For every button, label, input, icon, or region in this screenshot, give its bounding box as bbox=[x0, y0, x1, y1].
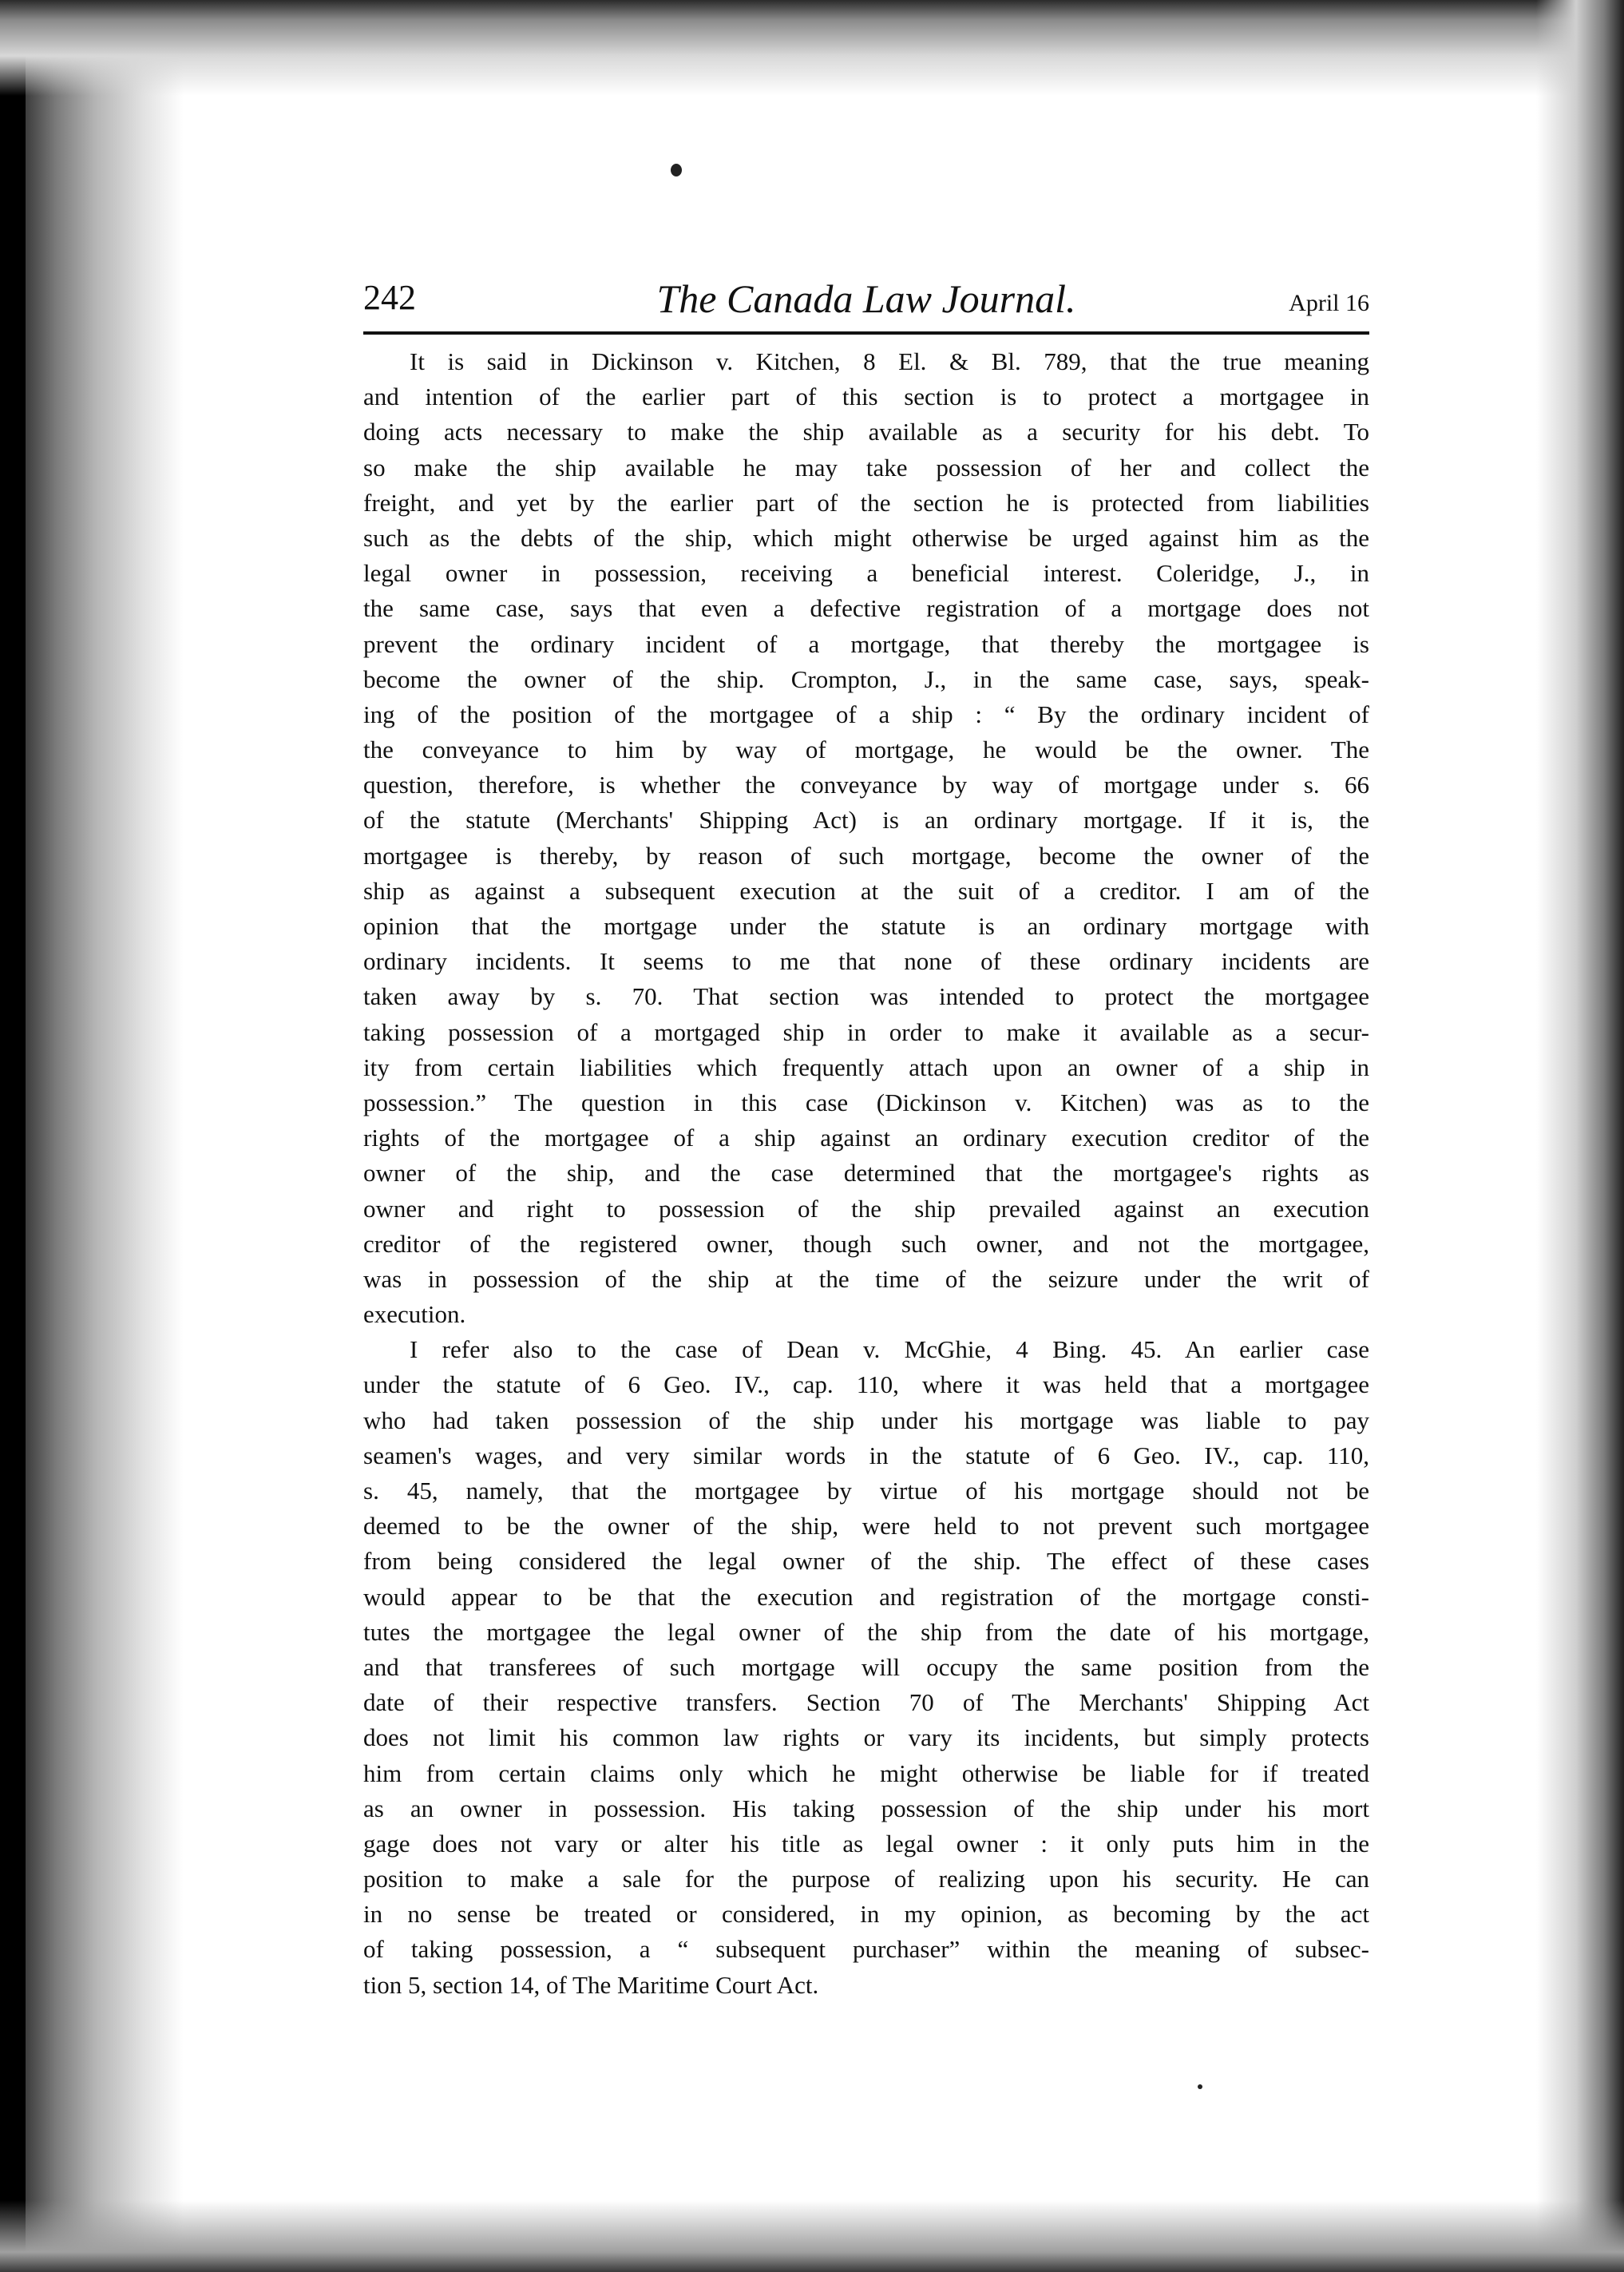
text-line: taking possession of a mortgaged ship in order to make it available as a secur- bbox=[363, 1017, 1369, 1046]
scan-shadow-top bbox=[0, 0, 1624, 96]
text-line: I refer also to the case of Dean v. McGhie, 4 Bing. 45. An earlier case bbox=[410, 1335, 1369, 1364]
scan-edge-left bbox=[0, 0, 26, 2272]
scan-shadow-bottom bbox=[0, 2200, 1624, 2272]
text-line: tutes the mortgagee the legal owner of the ship from the date of his mortgage, bbox=[363, 1617, 1369, 1646]
text-line: the same case, says that even a defective registration of a mortgage does not bbox=[363, 594, 1369, 623]
scan-speck bbox=[1198, 2084, 1202, 2089]
text-line: would appear to be that the execution and registration of the mortgage consti- bbox=[363, 1582, 1369, 1611]
text-line: and that transferees of such mortgage will occupy the same position from the bbox=[363, 1652, 1369, 1681]
text-line: position to make a sale for the purpose of realizing upon his security. He can bbox=[363, 1865, 1369, 1893]
text-line: as an owner in possession. His taking possession of the ship under his mort bbox=[363, 1794, 1369, 1822]
text-line: was in possession of the ship at the time of the seizure under the writ of bbox=[363, 1264, 1369, 1293]
text-line: taken away by s. 70. That section was intended to protect the mortgagee bbox=[363, 982, 1369, 1011]
text-line: freight, and yet by the earlier part of the section he is protected from liabilities bbox=[363, 488, 1369, 517]
text-line: ship as against a subsequent execution at the suit of a creditor. I am of the bbox=[363, 876, 1369, 905]
body-text bbox=[363, 344, 1369, 2003]
journal-title: The Canada Law Journal. bbox=[656, 276, 1076, 321]
text-line: ity from certain liabilities which frequently attach upon an owner of a ship in bbox=[363, 1053, 1369, 1081]
text-line: rights of the mortgagee of a ship against an ordinary execution creditor of the bbox=[363, 1124, 1369, 1152]
text-line: such as the debts of the ship, which might otherwise be urged against him as the bbox=[363, 523, 1369, 552]
text-line: does not limit his common law rights or vary its incidents, but simply protects bbox=[363, 1723, 1369, 1752]
text-line: deemed to be the owner of the ship, were held to not prevent such mortgagee bbox=[363, 1512, 1369, 1540]
text-line: seamen's wages, and very similar words in the statute of 6 Geo. IV., cap. 110, bbox=[363, 1441, 1369, 1469]
text-line: of the statute (Merchants' Shipping Act) is an ordinary mortgage. If it is, the bbox=[363, 806, 1369, 835]
text-line: owner and right to possession of the ship prevailed against an execution bbox=[363, 1194, 1369, 1223]
text-line: prevent the ordinary incident of a mortgage, that thereby the mortgagee is bbox=[363, 629, 1369, 658]
text-line: owner of the ship, and the case determined that the mortgagee's rights as bbox=[363, 1159, 1369, 1188]
text-line: him from certain claims only which he might otherwise be liable for if treated bbox=[363, 1759, 1369, 1787]
text-line: tion 5, section 14, of The Maritime Court Act. bbox=[363, 1970, 819, 1999]
text-line: s. 45, namely, that the mortgagee by virtue of his mortgage should not be bbox=[363, 1477, 1369, 1505]
text-line: who had taken possession of the ship under his mortgage was liable to pay bbox=[363, 1406, 1369, 1434]
text-line: gage does not vary or alter his title as legal owner : it only puts him in the bbox=[363, 1829, 1369, 1858]
text-line: the conveyance to him by way of mortgage, he would be the owner. The bbox=[363, 736, 1369, 764]
text-line: from being considered the legal owner of the ship. The effect of these cases bbox=[363, 1547, 1369, 1576]
text-line: and intention of the earlier part of this section is to protect a mortgagee in bbox=[363, 383, 1369, 411]
page-number: 242 bbox=[363, 278, 416, 317]
text-line: ing of the position of the mortgagee of a ship : “ By the ordinary incident of bbox=[363, 700, 1369, 728]
text-line: execution. bbox=[363, 1300, 466, 1329]
text-line: of taking possession, a “ subsequent purchaser” within the meaning of subsec- bbox=[363, 1935, 1369, 1964]
text-line: question, therefore, is whether the conveyance by way of mortgage under s. 66 bbox=[363, 771, 1369, 799]
text-line: date of their respective transfers. Section 70 of The Merchants' Shipping Act bbox=[363, 1688, 1369, 1717]
header-date: April 16 bbox=[1289, 290, 1369, 316]
text-line: become the owner of the ship. Crompton, J., in the same case, says, speak- bbox=[363, 664, 1369, 693]
text-line: creditor of the registered owner, though such owner, and not the mortgagee, bbox=[363, 1229, 1369, 1258]
scan-shadow-right bbox=[1536, 0, 1624, 2272]
text-line: ordinary incidents. It seems to me that none of these ordinary incidents are bbox=[363, 947, 1369, 976]
text-line: mortgagee is thereby, by reason of such mortgage, become the owner of the bbox=[363, 841, 1369, 870]
text-line: legal owner in possession, receiving a beneficial interest. Coleridge, J., in bbox=[363, 559, 1369, 588]
scan-speck bbox=[671, 164, 682, 176]
text-line: under the statute of 6 Geo. IV., cap. 110, where it was held that a mortgagee bbox=[363, 1370, 1369, 1399]
text-line: in no sense be treated or considered, in my opinion, as becoming by the act bbox=[363, 1900, 1369, 1929]
scan-shadow-left bbox=[0, 0, 184, 2272]
text-line: so make the ship available he may take possession of her and collect the bbox=[363, 453, 1369, 482]
document-page bbox=[363, 276, 1369, 2003]
text-line: doing acts necessary to make the ship available as a security for his debt. To bbox=[363, 418, 1369, 446]
text-line: possession.” The question in this case (Dickinson v. Kitchen) was as to the bbox=[363, 1088, 1369, 1116]
text-line: opinion that the mortgage under the statute is an ordinary mortgage with bbox=[363, 912, 1369, 940]
running-header bbox=[363, 276, 1369, 335]
text-line: It is said in Dickinson v. Kitchen, 8 El. & Bl. 789, that the true meaning bbox=[410, 347, 1369, 375]
